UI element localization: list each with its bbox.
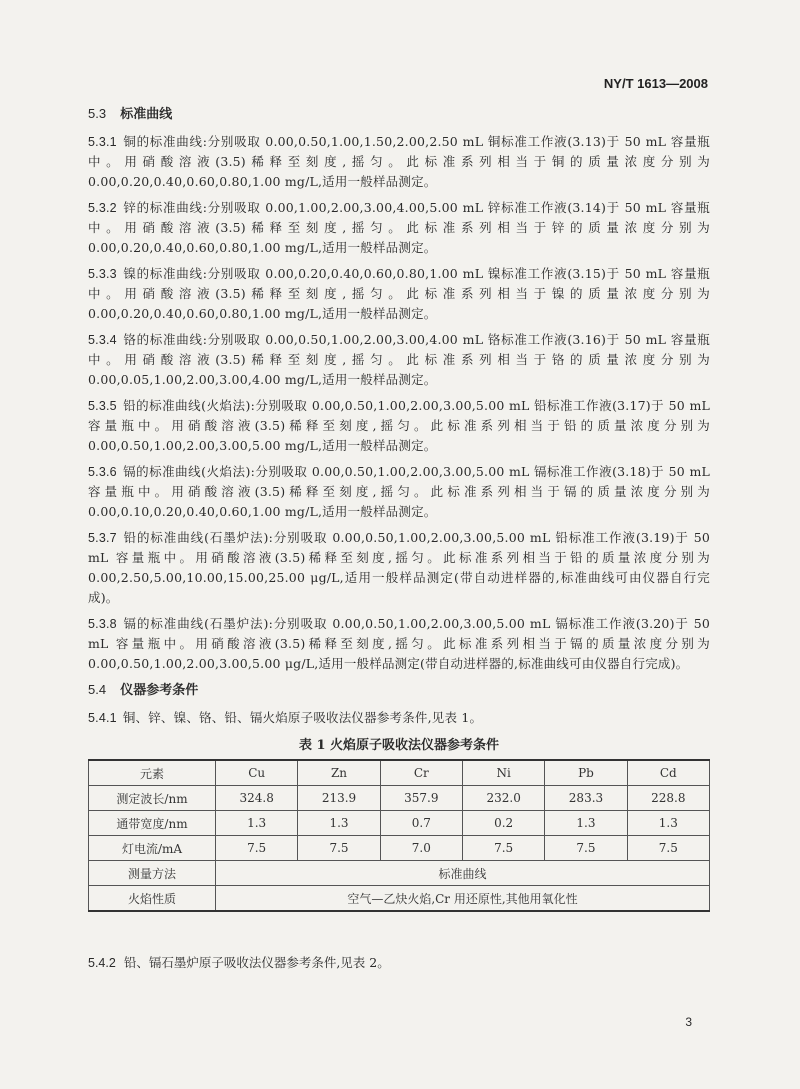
clause-5-3-3	[88, 264, 710, 324]
table-row	[89, 836, 710, 861]
table-cell: 1.3	[545, 811, 627, 836]
table-cell: 0.7	[380, 811, 462, 836]
table-row	[89, 861, 710, 886]
clause-text: 镍的标准曲线:分别吸取 0.00,0.20,0.40,0.60,0.80,1.00 mL 镍标准工作液(3.15)于 50 mL 容量瓶中。用硝酸溶液(3.5)稀释至刻度,摇匀。此标准系列相当于镍的质量浓度分别为 0.00,0.20,0.40,0.60,0.80,1.00 mg/L,适用一般样品测定。	[88, 266, 710, 321]
table-cell: 213.9	[298, 786, 380, 811]
clause-5-3-2	[88, 198, 710, 258]
clause-5-3-4	[88, 330, 710, 390]
section-number: 5.3	[88, 106, 107, 121]
clause-number: 5.3.8	[88, 617, 117, 631]
clause-5-3-1	[88, 132, 710, 192]
clause-text: 铅的标准曲线(火焰法):分别吸取 0.00,0.50,1.00,2.00,3.00,5.00 mL 铅标准工作液(3.17)于 50 mL 容量瓶中。用硝酸溶液(3.5)稀释至刻度,摇匀。此标准系列相当于铅的质量浓度分别为 0.00,0.50,1.00,2.00,3.00,5.00 mg/L,适用一般样品测定。	[88, 398, 710, 453]
row-label: 灯电流/mA	[89, 836, 216, 861]
element-header: Zn	[298, 760, 380, 786]
table-cell: 7.5	[216, 836, 298, 861]
section-title: 标准曲线	[120, 107, 173, 122]
table-1-title: 表 1 火焰原子吸收法仪器参考条件	[298, 738, 500, 753]
clause-number: 5.3.7	[88, 531, 117, 545]
clause-number: 5.3.3	[88, 267, 117, 281]
table-cell: 1.3	[216, 811, 298, 836]
clause-number: 5.4.1	[88, 711, 117, 725]
row-label: 测定波长/nm	[89, 786, 216, 811]
clause-text: 铅的标准曲线(石墨炉法):分别吸取 0.00,0.50,1.00,2.00,3.00,5.00 mL 铅标准工作液(3.19)于 50 mL 容量瓶中。用硝酸溶液(3.5)稀释至刻度,摇匀。此标准系列相当于铅的质量浓度分别为 0.00,2.50,5.00,10.00,15.00,25.00 μg/L,适用一般样品测定(带自动进样器的,标准曲线可由仪器自行完成)。	[88, 530, 710, 605]
clause-5-3-5	[88, 396, 710, 456]
element-header: Cd	[627, 760, 709, 786]
page-number: 3	[685, 1015, 692, 1029]
clause-number: 5.3.1	[88, 135, 117, 149]
clause-text: 铬的标准曲线:分别吸取 0.00,0.50,1.00,2.00,3.00,4.00 mL 铬标准工作液(3.16)于 50 mL 容量瓶中。用硝酸溶液(3.5)稀释至刻度,摇匀。此标准系列相当于铬的质量浓度分别为 0.00,0.05,1.00,2.00,3.00,4.00 mg/L,适用一般样品测定。	[88, 332, 710, 387]
table-cell: 228.8	[627, 786, 709, 811]
table-row	[89, 786, 710, 811]
row-label: 测量方法	[89, 861, 216, 886]
element-header: Ni	[462, 760, 544, 786]
table-cell: 7.5	[545, 836, 627, 861]
clause-number: 5.3.6	[88, 465, 117, 479]
row-label: 通带宽度/nm	[89, 811, 216, 836]
table-cell: 232.0	[462, 786, 544, 811]
table-cell: 324.8	[216, 786, 298, 811]
instrument-conditions-table	[88, 759, 710, 912]
element-header: Cr	[380, 760, 462, 786]
clause-text: 镉的标准曲线(石墨炉法):分别吸取 0.00,0.50,1.00,2.00,3.00,5.00 mL 镉标准工作液(3.20)于 50 mL 容量瓶中。用硝酸溶液(3.5)稀释至刻度,摇匀。此标准系列相当于镉的质量浓度分别为 0.00,0.50,1.00,2.00,3.00,5.00 μg/L,适用一般样品测定(带自动进样器的,标准曲线可由仪器自行完成)。	[88, 616, 710, 671]
table-cell: 7.5	[627, 836, 709, 861]
table-cell: 357.9	[380, 786, 462, 811]
row-label: 火焰性质	[89, 886, 216, 912]
table-cell: 标准曲线	[216, 861, 710, 886]
section-number: 5.4	[88, 682, 107, 697]
table-cell: 7.5	[298, 836, 380, 861]
table-cell: 7.5	[462, 836, 544, 861]
table-row	[89, 886, 710, 912]
clause-number: 5.3.5	[88, 399, 117, 413]
table-cell: 0.2	[462, 811, 544, 836]
clause-number: 5.3.4	[88, 333, 117, 347]
clause-5-4-1	[88, 708, 710, 728]
clause-text: 铅、镉石墨炉原子吸收法仪器参考条件,见表 2。	[123, 955, 390, 970]
main-content	[88, 104, 710, 912]
clause-5-4-2	[88, 953, 710, 973]
clause-number: 5.3.2	[88, 201, 117, 215]
clause-text: 镉的标准曲线(火焰法):分别吸取 0.00,0.50,1.00,2.00,3.00,5.00 mL 镉标准工作液(3.18)于 50 mL 容量瓶中。用硝酸溶液(3.5)稀释至刻度,摇匀。此标准系列相当于镉的质量浓度分别为 0.00,0.10,0.20,0.40,0.60,1.00 mg/L,适用一般样品测定。	[88, 464, 710, 519]
table-header-label: 元素	[89, 760, 216, 786]
document-code: NY/T 1613—2008	[603, 76, 708, 91]
section-5-4-heading	[88, 680, 710, 701]
table-cell: 空气—乙炔火焰,Cr 用还原性,其他用氧化性	[216, 886, 710, 912]
table-cell: 1.3	[627, 811, 709, 836]
table-row	[89, 811, 710, 836]
clause-text: 铜的标准曲线:分别吸取 0.00,0.50,1.00,1.50,2.00,2.50 mL 铜标准工作液(3.13)于 50 mL 容量瓶中。用硝酸溶液(3.5)稀释至刻度,摇匀。此标准系列相当于铜的质量浓度分别为 0.00,0.20,0.40,0.60,0.80,1.00 mg/L,适用一般样品测定。	[88, 134, 710, 189]
clause-text: 锌的标准曲线:分别吸取 0.00,1.00,2.00,3.00,4.00,5.00 mL 锌标准工作液(3.14)于 50 mL 容量瓶中。用硝酸溶液(3.5)稀释至刻度,摇匀。此标准系列相当于锌的质量浓度分别为 0.00,0.20,0.40,0.60,0.80,1.00 mg/L,适用一般样品测定。	[88, 200, 710, 255]
clause-5-3-6	[88, 462, 710, 522]
clause-5-3-8	[88, 614, 710, 674]
table-header-row	[89, 760, 710, 786]
table-cell: 283.3	[545, 786, 627, 811]
table-cell: 1.3	[298, 811, 380, 836]
table-cell: 7.0	[380, 836, 462, 861]
element-header: Pb	[545, 760, 627, 786]
section-5-3-heading	[88, 104, 710, 125]
clause-text: 铜、锌、镍、铬、铅、镉火焰原子吸收法仪器参考条件,见表 1。	[122, 710, 483, 725]
clause-number: 5.4.2	[88, 956, 116, 970]
section-title: 仪器参考条件	[120, 683, 199, 698]
clause-5-3-7	[88, 528, 710, 608]
element-header: Cu	[216, 760, 298, 786]
